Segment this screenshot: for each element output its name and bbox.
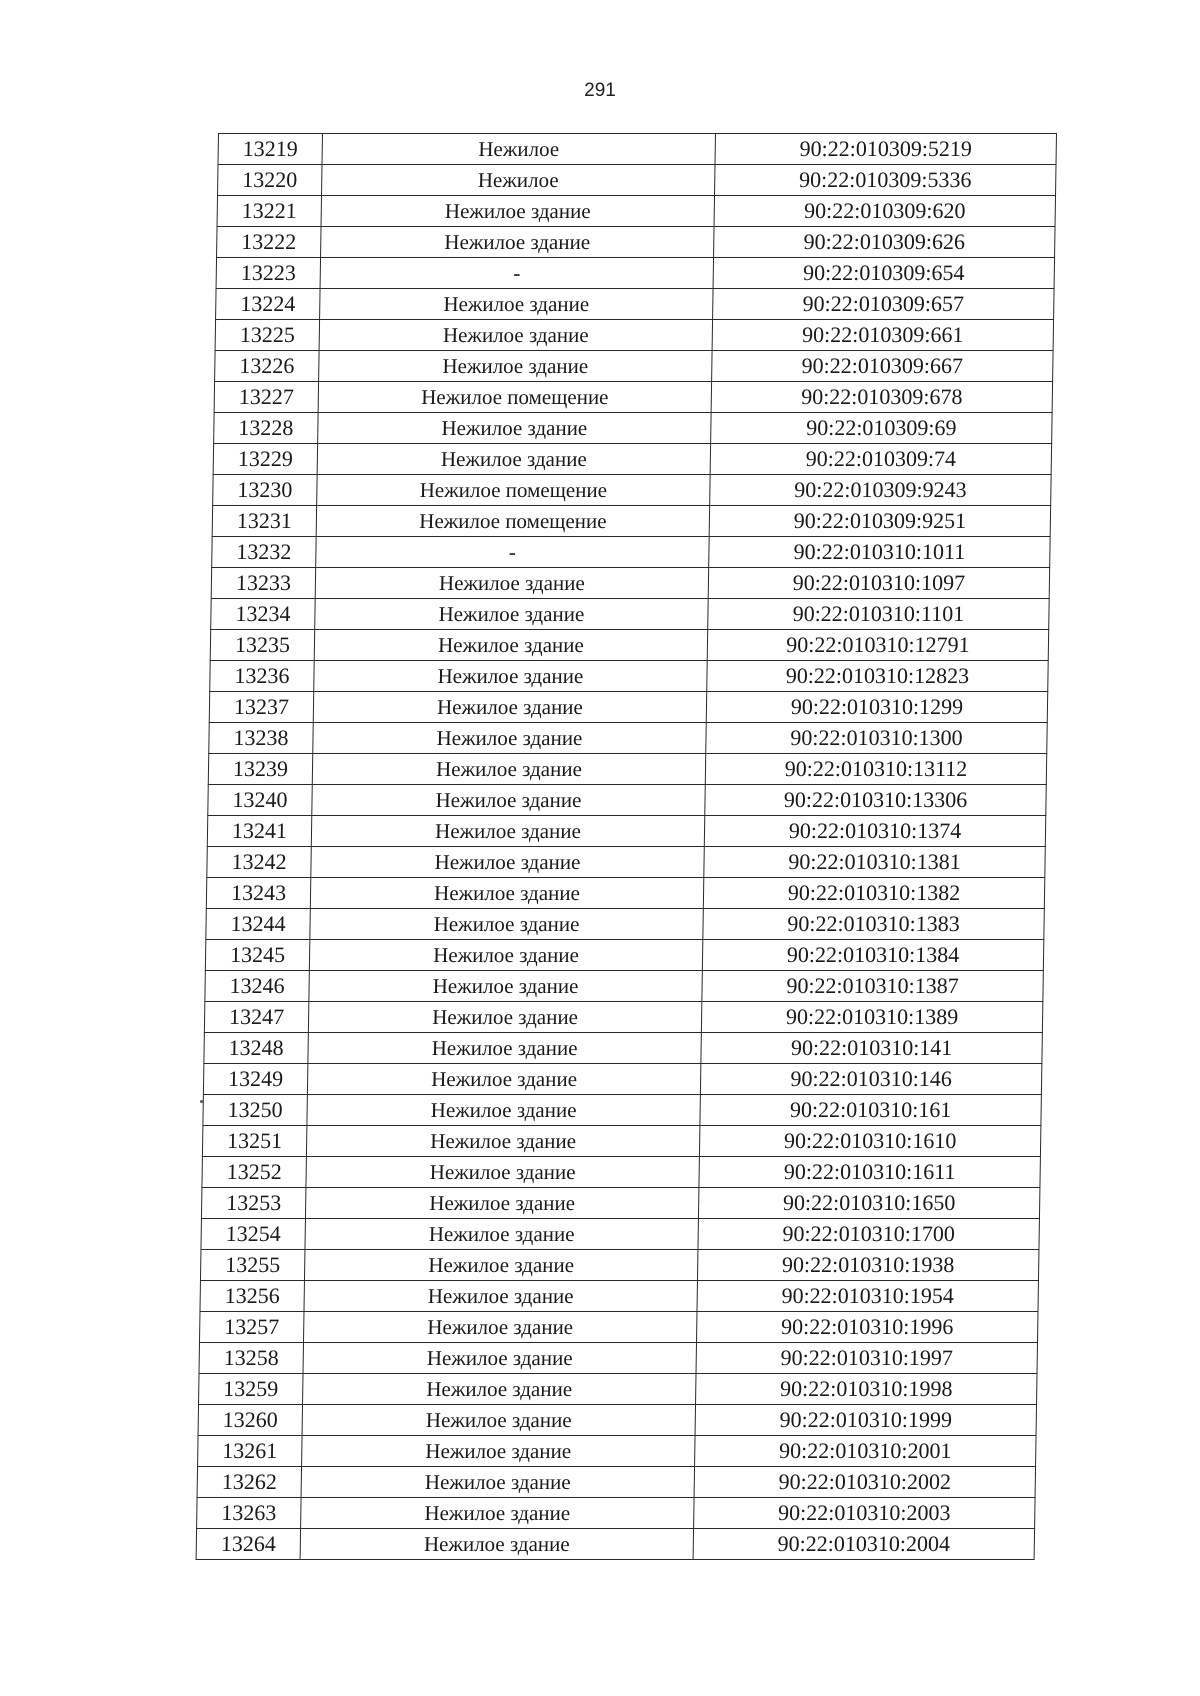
object-type: Нежилое здание [311,816,704,847]
row-number: 13220 [218,165,322,196]
row-number: 13225 [215,320,319,351]
row-number: 13252 [202,1157,306,1188]
table-row [203,1064,1041,1095]
object-type: Нежилое здание [315,599,708,630]
object-type: - [320,258,713,289]
row-number: 13221 [217,196,321,227]
cadastral-number: 90:22:010310:1383 [703,909,1044,940]
object-type: Нежилое [322,134,715,165]
row-number: 13261 [198,1436,302,1467]
cadastral-number: 90:22:010310:1610 [699,1126,1040,1157]
object-type: Нежилое здание [306,1157,699,1188]
table-row [203,1095,1041,1126]
cadastral-number: 90:22:010310:1938 [697,1250,1038,1281]
object-type: Нежилое здание [304,1281,697,1312]
object-type: Нежилое здание [309,940,702,971]
object-type: Нежилое здание [306,1126,699,1157]
table-row [202,1157,1040,1188]
object-type: Нежилое здание [303,1343,696,1374]
cadastral-number: 90:22:010309:626 [714,227,1055,258]
object-type: Нежилое здание [311,847,704,878]
table-row [197,1467,1035,1498]
cadastral-number: 90:22:010310:12823 [707,661,1048,692]
row-number: 13224 [216,289,320,320]
table-row [205,940,1043,971]
cadastral-number: 90:22:010310:1389 [701,1002,1042,1033]
cadastral-number: 90:22:010310:13306 [705,785,1046,816]
cadastral-number: 90:22:010310:1998 [696,1374,1037,1405]
cadastral-number: 90:22:010310:1650 [698,1188,1039,1219]
row-number: 13219 [218,134,322,165]
table-row [210,630,1048,661]
table-row [199,1312,1037,1343]
row-number: 13230 [213,475,317,506]
row-number: 13236 [210,661,314,692]
cadastral-number: 90:22:010310:1299 [706,692,1047,723]
cadastral-number: 90:22:010310:1300 [706,723,1047,754]
row-number: 13234 [211,599,315,630]
cadastral-number: 90:22:010310:1700 [698,1219,1039,1250]
table-row [205,971,1043,1002]
cadastral-number: 90:22:010309:69 [711,413,1052,444]
row-number: 13256 [200,1281,304,1312]
property-registry-body [196,134,1056,1560]
object-type: Нежилое здание [307,1095,700,1126]
table-row [216,258,1054,289]
table-row [207,847,1045,878]
cadastral-number: 90:22:010310:1996 [696,1312,1037,1343]
table-row [200,1281,1038,1312]
object-type: Нежилое здание [319,320,712,351]
table-row [209,692,1047,723]
object-type: Нежилое здание [321,196,714,227]
object-type: Нежилое помещение [317,475,710,506]
table-row [199,1343,1037,1374]
object-type: Нежилое здание [300,1529,693,1560]
row-number: 13232 [212,537,316,568]
row-number: 13247 [204,1002,308,1033]
table-row [198,1436,1036,1467]
table-row [214,382,1052,413]
object-type: Нежилое здание [320,289,713,320]
table-row [210,661,1048,692]
cadastral-number: 90:22:010310:12791 [707,630,1048,661]
table-row [208,754,1046,785]
table-row [208,785,1046,816]
object-type: Нежилое здание [301,1498,694,1529]
cadastral-number: 90:22:010310:1997 [696,1343,1037,1374]
row-number: 13237 [209,692,313,723]
cadastral-number: 90:22:010310:161 [700,1095,1041,1126]
row-number: 13233 [211,568,315,599]
table-row [217,227,1055,258]
cadastral-number: 90:22:010310:13112 [705,754,1046,785]
scan-speck [200,1100,203,1103]
object-type: Нежилое здание [303,1312,696,1343]
row-number: 13235 [210,630,314,661]
object-type: Нежилое помещение [316,506,709,537]
cadastral-number: 90:22:010310:2002 [694,1467,1035,1498]
cadastral-number: 90:22:010310:2001 [695,1436,1036,1467]
cadastral-number: 90:22:010309:9251 [709,506,1050,537]
cadastral-number: 90:22:010310:1382 [703,878,1044,909]
cadastral-number: 90:22:010310:1374 [704,816,1045,847]
table-row [199,1374,1037,1405]
table-row [204,1033,1042,1064]
row-number: 13262 [197,1467,301,1498]
row-number: 13255 [200,1250,304,1281]
object-type: Нежилое здание [315,568,708,599]
object-type: Нежилое здание [305,1188,698,1219]
table-row [200,1250,1038,1281]
object-type: Нежилое здание [312,785,705,816]
cadastral-number: 90:22:010310:1387 [702,971,1043,1002]
cadastral-number: 90:22:010310:1384 [702,940,1043,971]
cadastral-number: 90:22:010310:1097 [708,568,1049,599]
cadastral-number: 90:22:010310:1011 [709,537,1050,568]
cadastral-number: 90:22:010309:657 [713,289,1054,320]
table-row [197,1498,1035,1529]
object-type: Нежилое здание [307,1064,700,1095]
table-row [218,134,1056,165]
table-row [209,723,1047,754]
object-type: Нежилое здание [309,971,702,1002]
table-row [218,165,1056,196]
table-row [198,1405,1036,1436]
cadastral-number: 90:22:010310:1611 [699,1157,1040,1188]
row-number: 13246 [205,971,309,1002]
object-type: Нежилое здание [302,1405,695,1436]
row-number: 13260 [198,1405,302,1436]
row-number: 13253 [201,1188,305,1219]
row-number: 13243 [206,878,310,909]
row-number: 13244 [206,909,310,940]
row-number: 13264 [196,1529,300,1560]
table-row [215,320,1053,351]
table-row [212,537,1050,568]
table-row [217,196,1055,227]
cadastral-number: 90:22:010310:1381 [704,847,1045,878]
table-row [216,289,1054,320]
object-type: - [316,537,709,568]
object-type: Нежилое здание [310,909,703,940]
object-type: Нежилое здание [302,1436,695,1467]
table-row [206,909,1044,940]
row-number: 13245 [205,940,309,971]
property-registry-table [196,133,1057,1560]
table-row [215,351,1053,382]
row-number: 13228 [214,413,318,444]
cadastral-number: 90:22:010309:74 [710,444,1051,475]
cadastral-number: 90:22:010310:2004 [693,1529,1034,1560]
row-number: 13241 [207,816,311,847]
table-row [204,1002,1042,1033]
object-type: Нежилое здание [314,661,707,692]
object-type: Нежилое здание [317,444,710,475]
row-number: 13227 [214,382,318,413]
object-type: Нежилое здание [308,1002,701,1033]
table-row [202,1126,1040,1157]
cadastral-number: 90:22:010309:5336 [715,165,1056,196]
row-number: 13229 [213,444,317,475]
cadastral-number: 90:22:010309:9243 [710,475,1051,506]
row-number: 13259 [199,1374,303,1405]
row-number: 13254 [201,1219,305,1250]
table-row [213,475,1051,506]
object-type: Нежилое здание [304,1250,697,1281]
cadastral-number: 90:22:010309:654 [713,258,1054,289]
row-number: 13231 [212,506,316,537]
cadastral-number: 90:22:010310:146 [700,1064,1041,1095]
cadastral-number: 90:22:010310:1954 [697,1281,1038,1312]
object-type: Нежилое здание [312,754,705,785]
object-type: Нежилое здание [319,351,712,382]
object-type: Нежилое здание [314,630,707,661]
page-number: 291 [584,80,616,101]
object-type: Нежилое здание [313,692,706,723]
table-row [201,1188,1039,1219]
table-row [201,1219,1039,1250]
row-number: 13263 [197,1498,301,1529]
object-type: Нежилое здание [310,878,703,909]
cadastral-number: 90:22:010309:667 [712,351,1053,382]
cadastral-number: 90:22:010310:2003 [694,1498,1035,1529]
cadastral-number: 90:22:010309:661 [712,320,1053,351]
row-number: 13222 [217,227,321,258]
row-number: 13240 [208,785,312,816]
cadastral-number: 90:22:010309:678 [711,382,1052,413]
row-number: 13226 [215,351,319,382]
cadastral-number: 90:22:010310:1999 [695,1405,1036,1436]
cadastral-number: 90:22:010310:1101 [708,599,1049,630]
object-type: Нежилое здание [313,723,706,754]
object-type: Нежилое здание [318,413,711,444]
row-number: 13249 [203,1064,307,1095]
row-number: 13242 [207,847,311,878]
table-row [206,878,1044,909]
table-row [213,444,1051,475]
row-number: 13248 [204,1033,308,1064]
table-row [207,816,1045,847]
row-number: 13250 [203,1095,307,1126]
object-type: Нежилое здание [305,1219,698,1250]
object-type: Нежилое здание [321,227,714,258]
object-type: Нежилое здание [308,1033,701,1064]
table-row [211,599,1049,630]
table-row [211,568,1049,599]
table-row [196,1529,1034,1560]
row-number: 13258 [199,1343,303,1374]
table-row [212,506,1050,537]
row-number: 13251 [202,1126,306,1157]
cadastral-number: 90:22:010310:141 [701,1033,1042,1064]
row-number: 13239 [208,754,312,785]
row-number: 13238 [209,723,313,754]
cadastral-number: 90:22:010309:5219 [715,134,1056,165]
table-row [214,413,1052,444]
object-type: Нежилое [322,165,715,196]
object-type: Нежилое помещение [318,382,711,413]
cadastral-number: 90:22:010309:620 [714,196,1055,227]
object-type: Нежилое здание [303,1374,696,1405]
row-number: 13223 [216,258,320,289]
row-number: 13257 [199,1312,303,1343]
object-type: Нежилое здание [301,1467,694,1498]
